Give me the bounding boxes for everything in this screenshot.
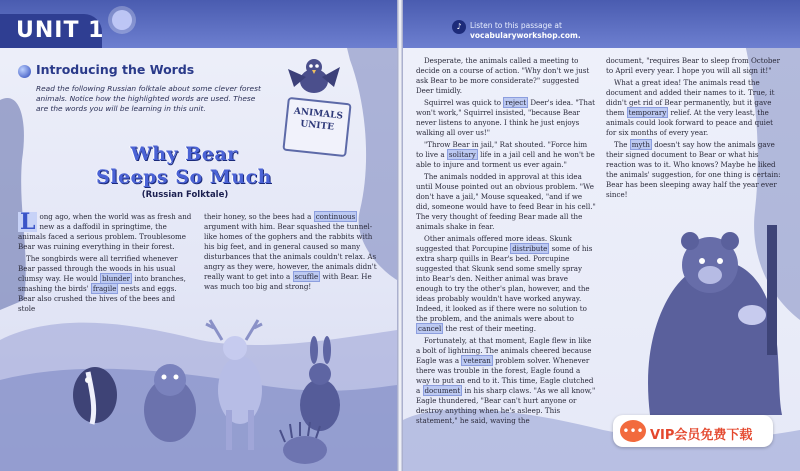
story-title-line-2: Sleeps So Much xyxy=(96,166,272,188)
animals-unite-sign: ANIMALS UNITE xyxy=(282,97,351,157)
paragraph: their honey, so the bees had a continuous argument with him. Bear squashed the tunnel-like homes of the gophers and the rabbits with his big feet, and in general caused so many disturbances that the animals couldn't relax. As angry as they were, however, the animals didn't really want to get into a scuffle with Bear. He was much too big and strong! xyxy=(204,212,377,291)
vocab-word-temporary[interactable]: temporary xyxy=(628,108,667,117)
vocab-word-document[interactable]: document xyxy=(424,386,461,395)
vip-download-text[interactable]: VIP会员免费下载 xyxy=(650,428,753,443)
story-column-3 xyxy=(416,56,596,428)
bear-illustration xyxy=(640,205,800,415)
animals-illustration xyxy=(0,300,397,471)
paragraph: document, "requires Bear to sleep from October to April every year. I hope you will all sign it!" xyxy=(606,56,780,75)
vocab-word-fragile[interactable]: fragile xyxy=(92,284,117,293)
unit-title: UNIT 1 xyxy=(16,18,105,43)
drop-cap: L xyxy=(20,209,36,235)
paragraph: The animals nodded in approval at this idea until Mouse pointed out an obvious problem. "We don't have a jail," Mouse squeaked, "and if we did, someone would have to feed Bear in his cell." The very thought of feeding Bear made all the animals shake in fear. xyxy=(416,172,596,231)
paragraph: Other animals offered more ideas. Skunk suggested that Porcupine distribute some of his extra sharp quills in Bear's bed. Porcupine suggested that Skunk send some smelly spray into Bear's den. Neither animal was brave enough to try the other's plan, however, and the ideas probably wouldn't have worked anyway. Indeed, it looked as if there were no solution to the problem, and the animals were about to cancel the rest of their meeting. xyxy=(416,234,593,333)
vocab-word-veteran[interactable]: veteran xyxy=(463,356,491,365)
story-title-line-1: Why Bear xyxy=(130,143,238,165)
paragraph: Desperate, the animals called a meeting to decide on a course of action. "Why don't we just ask Bear to be more considerate?" suggested Deer timidly. xyxy=(416,56,590,95)
paragraph: Fortunately, at that moment, Eagle flew in like a bolt of lightning. The animals cheered because Eagle was a veteran problem solver. Whenever there was trouble in the forest, Eagle found a way to put an end to it. This time, Eagle clutched a document in his sharp claws. "As we all know," Eagle thundered, "Bear can't hurt anyone or destroy anything when he's asleep. This statement," he said, waving the xyxy=(416,336,596,425)
vocab-word-continuous[interactable]: continuous xyxy=(315,212,356,221)
left-page xyxy=(0,0,397,471)
paragraph: Squirrel was quick to reject Deer's idea. "That won't work," Squirrel insisted, "because Bear never listens to anyone. I think he just enjoys walking all over us!" xyxy=(416,98,596,137)
porcupine xyxy=(280,422,327,464)
gopher xyxy=(144,364,196,442)
paragraph: The songbirds were all terrified whenever Bear passed through the woods in his usual clumsy way. He would blunder into branches, smashing the birds' fragile nests and eggs. Bear also crushed the hives of the bees and stole xyxy=(18,254,186,313)
rabbit xyxy=(300,336,340,431)
listen-link[interactable] xyxy=(470,21,581,41)
skunk xyxy=(73,367,117,424)
bullet-ball-icon xyxy=(18,65,31,78)
vocab-word-reject[interactable]: reject xyxy=(505,98,527,107)
paragraph: What a great idea! The animals read the document and added their names to it. True, it didn't get rid of Bear permanently, but it gave them temporary relief. At the very least, the animals could look forward to peace and quiet for six months of every year. xyxy=(606,78,775,137)
vocab-word-myth[interactable]: myth xyxy=(631,140,650,149)
listen-line-1: Listen to this passage at xyxy=(470,21,562,30)
vocab-word-distribute[interactable]: distribute xyxy=(512,244,548,253)
story-column-2 xyxy=(204,212,384,294)
sun-icon xyxy=(112,10,132,30)
bird-illustration xyxy=(282,55,344,101)
paragraph: L ong ago, when the world was as fresh and new as a daffodil in springtime, the animals faced a serious problem. Troublesome Bear was ruining everything in their forest. xyxy=(18,209,192,251)
intro-heading: Introducing the Words xyxy=(36,62,195,77)
story-column-4 xyxy=(606,56,784,202)
listen-line-2: vocabularyworkshop.com. xyxy=(470,31,581,40)
chat-bubble-icon: ••• xyxy=(620,420,646,442)
paragraph: The myth doesn't say how the animals gave their signed document to Bear or what his reaction was to it. Who knows? Maybe he liked the animals' suggestion, for one thing is certain: Bear has been sleeping away half the year ever since! xyxy=(606,140,781,199)
story-title xyxy=(78,143,290,189)
intro-instructions: Read the following Russian folktale about some clever forest animals. Notice how the highlighted words are used. These are the words you will be learning in this unit. xyxy=(36,84,261,113)
vocab-word-scuffle[interactable]: scuffle xyxy=(294,272,319,281)
vocab-word-cancel[interactable]: cancel xyxy=(418,324,442,333)
paragraph: "Throw Bear in jail," Rat shouted. "Force him to live a solitary life in a jail cell and he won't be able to injure and torment us ever again." xyxy=(416,140,595,169)
speaker-icon[interactable]: ♪ xyxy=(452,20,466,34)
deer xyxy=(206,320,262,450)
vocab-word-solitary[interactable]: solitary xyxy=(448,150,476,159)
vocab-word-blunder[interactable]: blunder xyxy=(101,274,131,283)
story-subtitle: (Russian Folktale) xyxy=(141,190,229,200)
